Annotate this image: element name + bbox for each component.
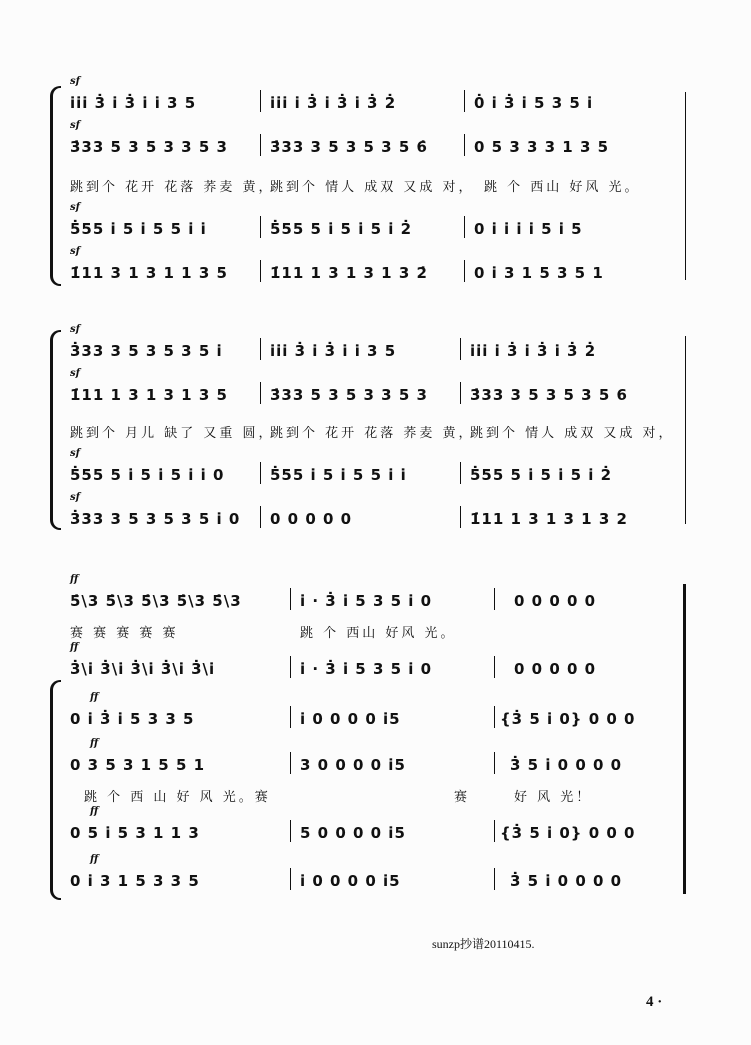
staff-row-3 (64, 692, 680, 730)
barline (260, 338, 261, 360)
barline (290, 820, 291, 842)
barline (460, 382, 461, 404)
barline (464, 216, 465, 238)
measure-notes: 0 0 0 0 0 (514, 660, 597, 678)
staff-row-1 (64, 574, 680, 612)
lyric-row (64, 174, 680, 196)
lyric-text: 赛 赛 赛 赛 赛 (70, 626, 179, 641)
lyric-text: 跳 个 西山 好风 光。 (300, 626, 457, 641)
staff-row-4 (64, 246, 680, 284)
measure-notes: i̇i̇i̇ i̇ 3̇ i̇ 3̇ i̇ 3̇ 2̇ (470, 342, 597, 360)
page-number: 4 · (646, 994, 663, 1010)
score-system-3 (50, 570, 686, 900)
barline (290, 656, 291, 678)
measure-notes: {3̇ 5 i̇ 0} 0 0 0 (500, 824, 636, 842)
measure-notes: 0 i̇ 3̇ i̇ 5 3 3 5 (70, 710, 195, 728)
staff-row-3 (64, 202, 680, 240)
measure-notes: 0 3 5 3 1 5 5 1 (70, 756, 206, 774)
barline (494, 588, 495, 610)
score-system-1 (50, 76, 686, 286)
measure-notes: 3̇33 3 5 3 5 3 5 6̇ (270, 138, 428, 156)
measure-notes: 3̇ 5 i̇ 0 0 0 0 (510, 872, 623, 890)
lyric-text: 跳 个 西 山 好 风 光。赛 (84, 790, 271, 805)
measure-notes: 5 0 0 0 0 i̇5 (300, 824, 406, 842)
dynamic-mark: sf (70, 246, 80, 257)
measure-notes: 0 i̇ i̇ i̇ i̇ 5 i̇ 5 (474, 220, 583, 238)
system-brace (50, 330, 61, 530)
barline (290, 706, 291, 728)
transcriber-credit: sunzp抄谱20110415. (432, 937, 535, 951)
measure-notes: i̇ · 3̇ i̇ 5 3 5 i̇ 0 (300, 660, 433, 678)
measure-notes: 5̇55 5 i̇ 5 i̇ 5 i̇ 2̇ (270, 220, 413, 238)
end-barline (685, 92, 686, 280)
dynamic-mark: ff (70, 574, 79, 585)
dynamic-mark: sf (70, 120, 80, 131)
barline (290, 752, 291, 774)
barline (494, 752, 495, 774)
dynamic-mark: sf (70, 202, 80, 213)
lyric-text: 好 风 光！ (514, 790, 593, 805)
staff-row-3 (64, 448, 680, 486)
staff-row-2 (64, 368, 680, 406)
lyric-text: 跳到个 情人 成双 又成 对， (470, 426, 675, 441)
system-brace (50, 680, 61, 900)
barline (494, 656, 495, 678)
barline (460, 462, 461, 484)
staff-row-4 (64, 738, 680, 776)
dynamic-mark: ff (90, 854, 99, 865)
lyric-text: 跳到个 月儿 缺了 又重 圆， (70, 426, 275, 441)
dynamic-mark: ff (90, 806, 99, 817)
barline (290, 588, 291, 610)
barline (494, 868, 495, 890)
measure-notes: 3̇33 3 5 3 5 3 5 i̇ (70, 342, 223, 360)
barline (260, 134, 261, 156)
staff-row-2 (64, 120, 680, 158)
barline (494, 706, 495, 728)
measure-notes: 0 i̇ 3 1 5 3 5 1 (474, 264, 604, 282)
measure-notes: 0 5 3 3 3 1 3 5 (474, 138, 610, 156)
staff-row-1 (64, 76, 680, 114)
measure-notes: 0 i̇ 3 1 5 3 3 5 (70, 872, 200, 890)
barline (260, 382, 261, 404)
measure-notes: 0 0 0 0 0 (514, 592, 597, 610)
measure-notes: 3̇33 3 5 3 5 3 5 6 (470, 386, 628, 404)
staff-row-4 (64, 492, 680, 530)
lyric-row (64, 420, 680, 442)
barline (260, 216, 261, 238)
measure-notes: i̇ · 3̇ i̇ 5 3 5 i̇ 0 (300, 592, 433, 610)
measure-notes: 1̇11 1 3 1 3 1 3 2̇ (270, 264, 428, 282)
end-barline (685, 336, 686, 524)
lyric-text: 赛 (454, 790, 471, 805)
dynamic-mark: ff (70, 642, 79, 653)
barline (260, 260, 261, 282)
measure-notes: i̇i̇i̇ 3̇ i̇ 3̇ i̇ i̇ 3 5 (70, 94, 197, 112)
measure-notes: i̇i̇i̇ i̇ 3̇ i̇ 3̇ i̇ 3̇ 2̇ (270, 94, 397, 112)
measure-notes: 3̇33 3 5 3 5 3 5 i̇ 0 (70, 510, 241, 528)
barline (494, 820, 495, 842)
measure-notes: 0 0 0 0 0 (270, 510, 353, 528)
barline (290, 868, 291, 890)
dynamic-mark: sf (70, 492, 80, 503)
measure-notes: 5̇\3 5̇\3 5̇\3 5̇\3 5̇\3 (70, 592, 242, 610)
barline (464, 90, 465, 112)
end-barline (683, 584, 686, 894)
measure-notes: 3̇\i̇ 3̇\i̇ 3̇\i̇ 3̇\i̇ 3̇\i̇ (70, 660, 216, 678)
measure-notes: i̇i̇i̇ 3̇ i̇ 3̇ i̇ i̇ 3 5 (270, 342, 397, 360)
dynamic-mark: sf (70, 448, 80, 459)
system-brace (50, 86, 61, 286)
lyric-text: 跳 个 西山 好风 光。 (484, 180, 641, 195)
lyric-text: 跳到个 花开 花落 荞麦 黄， (270, 426, 475, 441)
barline (260, 90, 261, 112)
measure-notes: 3̇33 5 3 5 3 3 5 3 (270, 386, 428, 404)
dynamic-mark: sf (70, 324, 80, 335)
staff-row-6 (64, 854, 680, 892)
measure-notes: 5̇55 i̇ 5 i̇ 5 5 i̇ i̇ (270, 466, 407, 484)
dynamic-mark: sf (70, 76, 80, 87)
dynamic-mark: ff (90, 738, 99, 749)
measure-notes: {3̇ 5 i̇ 0} 0 0 0 (500, 710, 636, 728)
measure-notes: 3 0 0 0 0 i̇5 (300, 756, 406, 774)
measure-notes: 5̇55 5 i̇ 5 i̇ 5 i̇ i̇ 0 (70, 466, 225, 484)
barline (460, 506, 461, 528)
measure-notes: 1̇11 3 1 3 1 1 3 5 (70, 264, 228, 282)
staff-row-2 (64, 642, 680, 680)
dynamic-mark: sf (70, 368, 80, 379)
measure-notes: i̇ 0 0 0 0 i̇5 (300, 872, 401, 890)
measure-notes: 3̇33 5 3 5 3 3 5 3 (70, 138, 228, 156)
barline (460, 338, 461, 360)
measure-notes: 5̇55 i̇ 5 i̇ 5 5 i̇ i̇ (70, 220, 207, 238)
barline (260, 462, 261, 484)
score-system-2 (50, 324, 686, 530)
measure-notes: 1̇11 1 3 1 3 1 3 2 (470, 510, 628, 528)
measure-notes: i̇ 0 0 0 0 i̇5 (300, 710, 401, 728)
barline (260, 506, 261, 528)
barline (464, 134, 465, 156)
lyric-text: 跳到个 花开 花落 荞麦 黄， (70, 180, 275, 195)
lyric-row (64, 620, 680, 642)
measure-notes: 5̇55 5 i̇ 5 i̇ 5 i̇ 2̇ (470, 466, 613, 484)
barline (464, 260, 465, 282)
staff-row-5 (64, 806, 680, 844)
staff-row-1 (64, 324, 680, 362)
measure-notes: 0 5 i̇ 5 3 1 1 3 (70, 824, 200, 842)
lyric-text: 跳到个 情人 成双 又成 对， (270, 180, 475, 195)
dynamic-mark: ff (90, 692, 99, 703)
measure-notes: 3̇ 5 i̇ 0 0 0 0 (510, 756, 623, 774)
measure-notes: 1̇11 1 3 1 3 1 3 5 (70, 386, 228, 404)
measure-notes: 0̇ i̇ 3̇ i̇ 5 3 5 i̇ (474, 94, 594, 112)
lyric-row (64, 784, 680, 806)
